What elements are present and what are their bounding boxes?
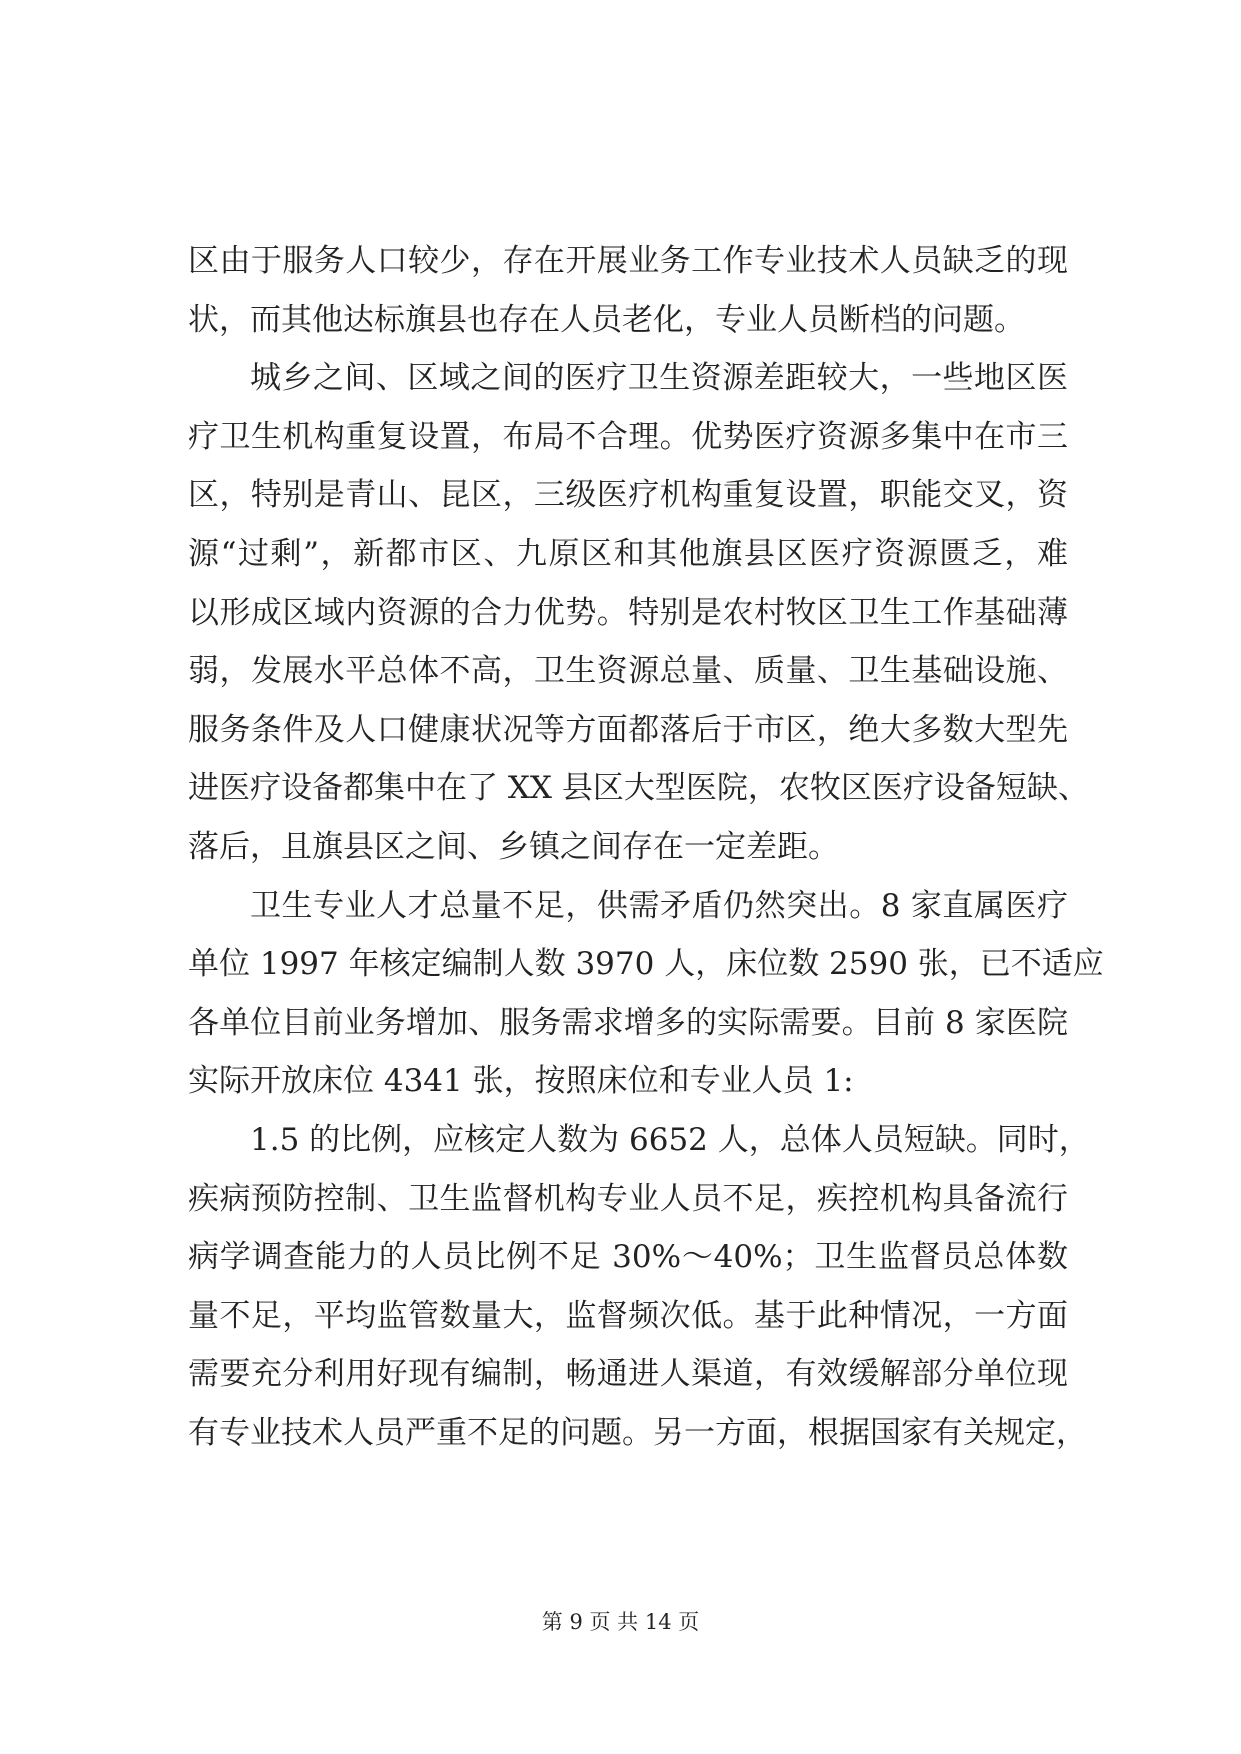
text-line: 弱，发展水平总体不高，卫生资源总量、质量、卫生基础设施、 — [188, 653, 1068, 690]
text-line: 各单位目前业务增加、服务需求增多的实际需要。目前 8 家医院 — [188, 1004, 1068, 1041]
paragraph-start-line: 1.5 的比例，应核定人数为 6652 人，总体人员短缺。同时， — [250, 1121, 1090, 1158]
text-line: 区，特别是青山、昆区，三级医疗机构重复设置，职能交叉，资 — [188, 477, 1068, 514]
text-line: 疗卫生机构重复设置，布局不合理。优势医疗资源多集中在市三 — [188, 418, 1068, 455]
body-text — [188, 232, 1104, 1462]
paragraph-start-line: 卫生专业人才总量不足，供需矛盾仍然突出。8 家直属医疗 — [250, 887, 1068, 924]
text-line: 有专业技术人员严重不足的问题。另一方面，根据国家有关规定， — [188, 1414, 1087, 1451]
text-line: 实际开放床位 4341 张，按照床位和专业人员 1: — [188, 1063, 854, 1100]
text-line: 区由于服务人口较少，存在开展业务工作专业技术人员缺乏的现 — [188, 243, 1068, 279]
text-line: 源“过剩”，新都市区、九原区和其他旗县区医疗资源匮乏，难 — [188, 535, 1068, 572]
text-line: 进医疗设备都集中在了 XX 县区大型医院，农牧区医疗设备短缺、 — [188, 770, 1089, 807]
text-line: 病学调查能力的人员比例不足 30%～40%；卫生监督员总体数 — [188, 1239, 1068, 1276]
text-line: 单位 1997 年核定编制人数 3970 人，床位数 2590 张，已不适应 — [188, 946, 1104, 983]
text-line: 疾病预防控制、卫生监督机构专业人员不足，疾控机构具备流行 — [188, 1180, 1068, 1217]
text-line: 状，而其他达标旗县也存在人员老化，专业人员断档的问题。 — [188, 301, 1025, 338]
paragraph-start-line: 城乡之间、区域之间的医疗卫生资源差距较大，一些地区医 — [250, 360, 1068, 397]
text-line: 服务条件及人口健康状况等方面都落后于市区，绝大多数大型先 — [188, 711, 1068, 748]
text-line: 量不足，平均监管数量大，监督频次低。基于此种情况，一方面 — [188, 1297, 1068, 1334]
text-line: 落后，且旗县区之间、乡镇之间存在一定差距。 — [188, 828, 839, 865]
text-line: 以形成区域内资源的合力优势。特别是农村牧区卫生工作基础薄 — [188, 594, 1068, 631]
text-line: 需要充分利用好现有编制，畅通进人渠道，有效缓解部分单位现 — [188, 1356, 1068, 1393]
page-number-footer: 第 9 页 共 14 页 — [541, 1610, 700, 1634]
